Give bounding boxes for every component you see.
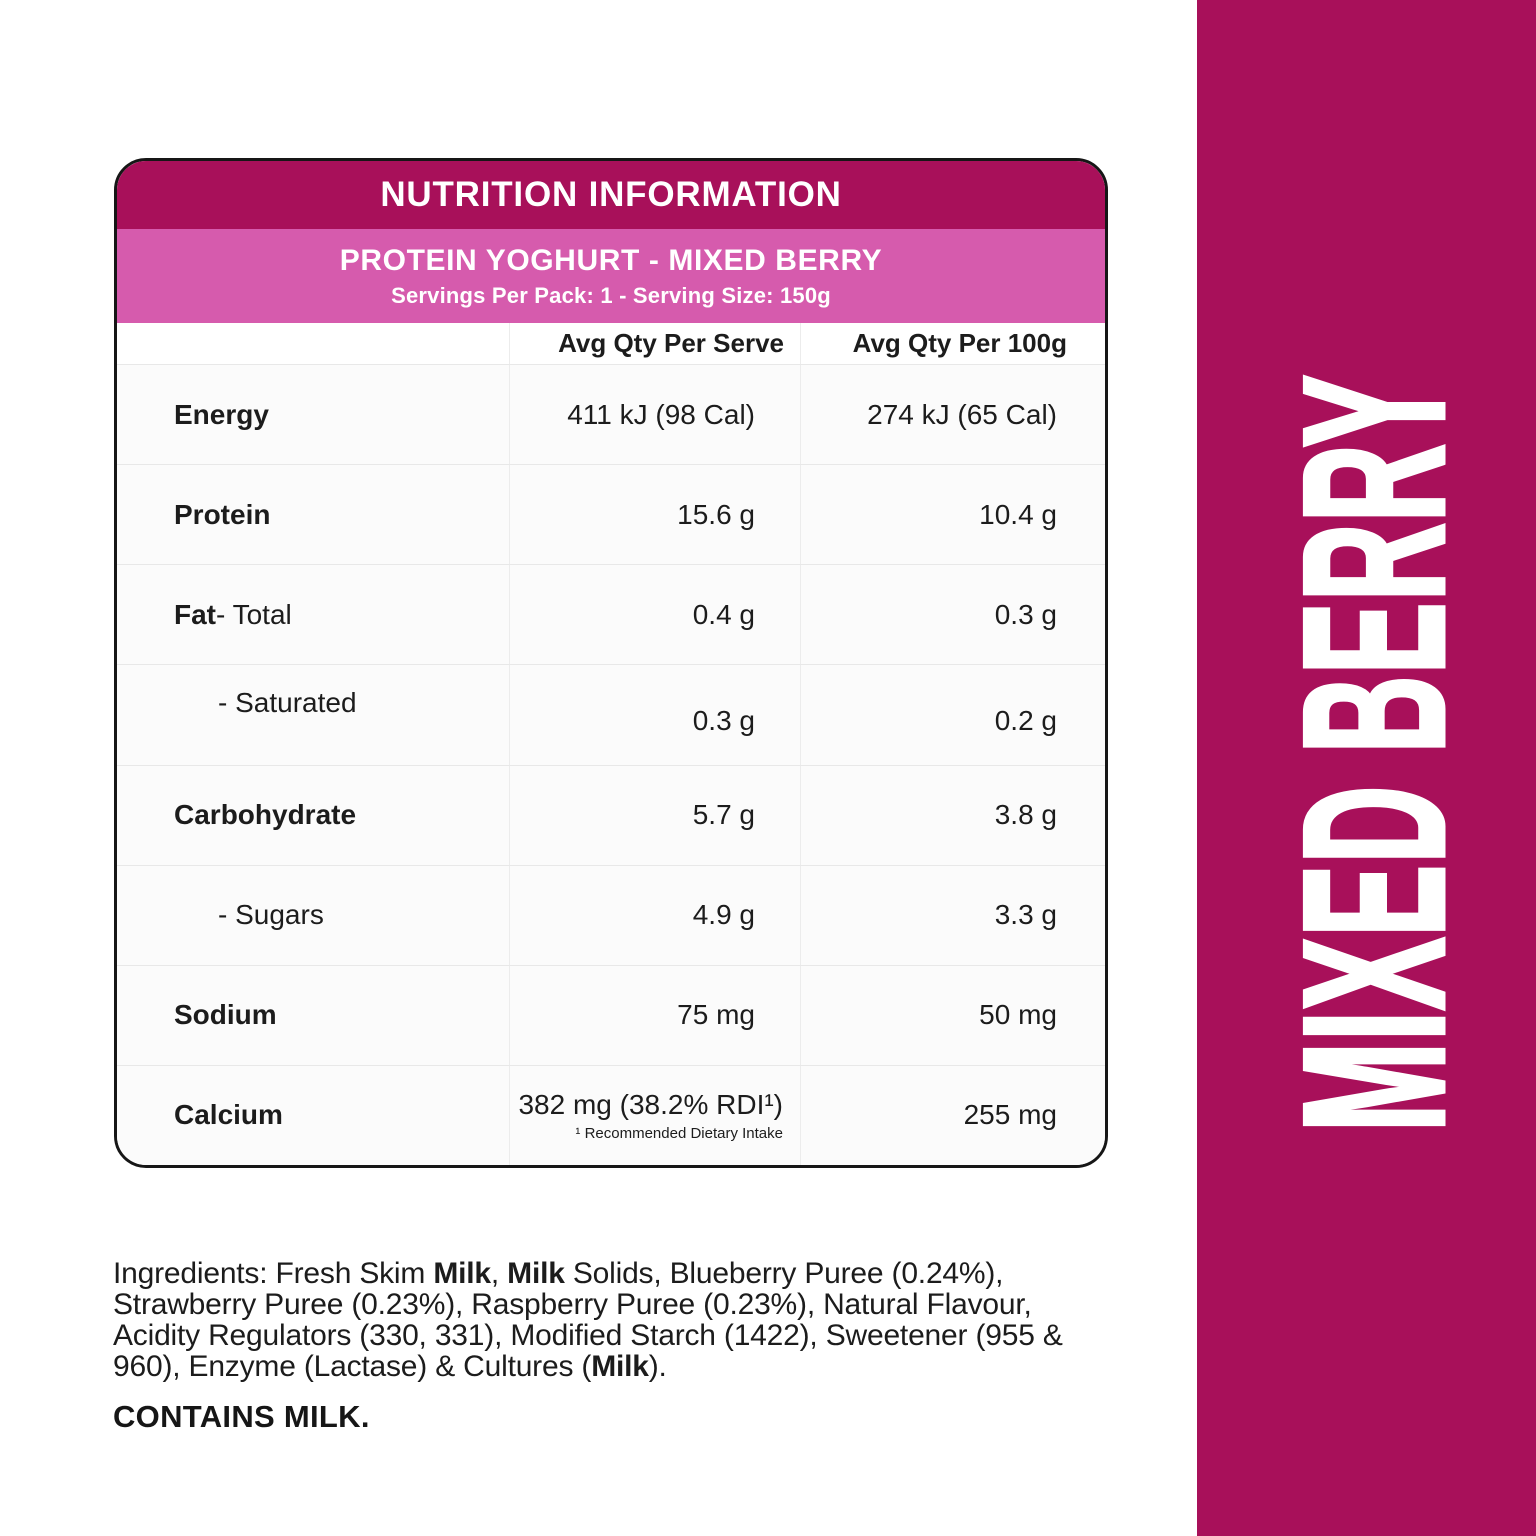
- column-header-spacer: [117, 323, 509, 364]
- row-label-bold: Energy: [174, 398, 269, 430]
- row-label: [117, 866, 509, 965]
- row-sugars: [117, 865, 1105, 965]
- row-label-bold: Protein: [174, 498, 271, 530]
- calcium-serve-amount: 382 mg (38.2% RDI¹): [518, 1088, 783, 1120]
- row-label: [117, 1066, 509, 1165]
- allergen-milk: Milk: [507, 1257, 565, 1290]
- row-label: [117, 465, 509, 564]
- column-header-row: [117, 323, 1105, 364]
- row-label: [117, 665, 509, 764]
- ingredients-text: Solids, Blueberry Puree (0.24%), Strawberry Puree (0.23%), Raspberry Puree (0.23%), Natural Flavour, Acidity Regulators (330, 331), Modified Starch (1422), Sweetener (955 & 960), Enzyme (Lactase) & Cultures (: [113, 1257, 1063, 1383]
- ingredients-paragraph: [113, 1258, 1121, 1382]
- row-carbohydrate: [117, 765, 1105, 865]
- row-label-bold: Sodium: [174, 999, 277, 1031]
- serve-value: [509, 1066, 800, 1165]
- row-label-rest: - Total: [216, 598, 292, 630]
- row-label-rest: - Saturated: [218, 687, 357, 719]
- rdi-footnote: ¹ Recommended Dietary Intake: [575, 1124, 783, 1142]
- row-label: [117, 766, 509, 865]
- flavour-vertical-label: MIXED BERRY: [1262, 374, 1486, 1132]
- row-label-bold: Carbohydrate: [174, 799, 357, 831]
- ingredients-text: ).: [648, 1350, 667, 1383]
- row-fat-saturated: [117, 664, 1105, 764]
- serve-value: 0.4 g: [509, 565, 800, 664]
- per100-value: 0.2 g: [800, 665, 1105, 764]
- row-fat-total: [117, 564, 1105, 664]
- column-header-per-serve: Avg Qty Per Serve: [509, 323, 800, 364]
- servings-line: Servings Per Pack: 1 - Serving Size: 150g: [391, 282, 831, 308]
- serve-value: 75 mg: [509, 966, 800, 1065]
- per100-value: 0.3 g: [800, 565, 1105, 664]
- per100-value: 255 mg: [800, 1066, 1105, 1165]
- row-label: [117, 365, 509, 464]
- row-label-bold: Fat: [174, 598, 216, 630]
- row-protein: [117, 464, 1105, 564]
- serve-value: 0.3 g: [509, 665, 800, 764]
- nutrition-title: NUTRITION INFORMATION: [380, 175, 842, 214]
- serve-value: 411 kJ (98 Cal): [509, 365, 800, 464]
- serve-value: 15.6 g: [509, 465, 800, 564]
- allergen-milk: Milk: [591, 1350, 649, 1383]
- per100-value: 10.4 g: [800, 465, 1105, 564]
- row-calcium: [117, 1065, 1105, 1165]
- contains-statement: CONTAINS MILK.: [113, 1399, 370, 1434]
- row-label: [117, 565, 509, 664]
- ingredients-text: ,: [490, 1257, 508, 1290]
- ingredients-text: Ingredients: Fresh Skim: [113, 1257, 434, 1290]
- allergen-milk: Milk: [433, 1257, 491, 1290]
- row-label-rest: - Sugars: [218, 899, 324, 931]
- row-label: [117, 966, 509, 1065]
- serve-value: 4.9 g: [509, 866, 800, 965]
- product-name: PROTEIN YOGHURT - MIXED BERRY: [339, 243, 883, 277]
- row-label-bold: Calcium: [174, 1099, 283, 1131]
- per100-value: 50 mg: [800, 966, 1105, 1065]
- flavour-side-panel: [1197, 0, 1536, 1536]
- per100-value: 274 kJ (65 Cal): [800, 365, 1105, 464]
- serve-value: 5.7 g: [509, 766, 800, 865]
- per100-value: 3.3 g: [800, 866, 1105, 965]
- product-band: [117, 229, 1105, 323]
- per100-value: 3.8 g: [800, 766, 1105, 865]
- row-energy: [117, 364, 1105, 464]
- nutrition-header-band: [117, 161, 1105, 229]
- nutrition-card: [114, 158, 1108, 1168]
- column-header-per-100g: Avg Qty Per 100g: [800, 323, 1105, 364]
- row-sodium: [117, 965, 1105, 1065]
